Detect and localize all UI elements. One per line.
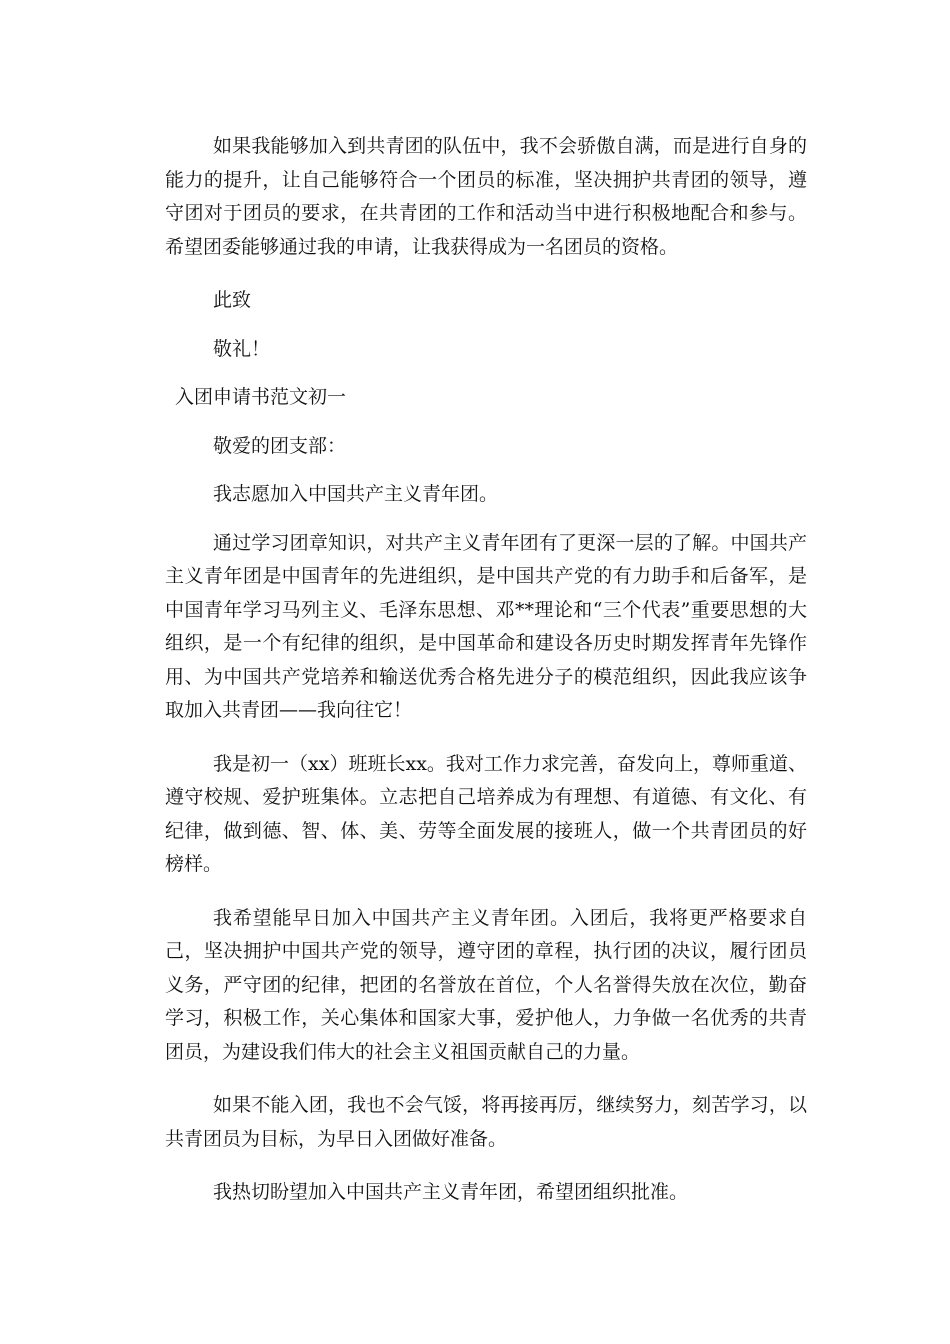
document-body: [165, 130, 807, 1230]
section-title: 入团申请书范文初一: [175, 386, 347, 408]
closing-salutation: 此致: [213, 289, 252, 311]
paragraph-perseverance: 如果不能入团，我也不会气馁，将再接再厉，继续努力，刻苦学习，以共青团员为目标，为早日入团做好准备。: [165, 1094, 807, 1150]
paragraph-intent: 我志愿加入中国共产主义青年团。: [213, 483, 499, 505]
closing-regards: 敬礼！: [213, 337, 271, 360]
paragraph-understanding: 通过学习团章知识，对共产主义青年团有了更深一层的了解。中国共产主义青年团是中国青年的先进组织，是中国共产党的有力助手和后备军，是中国青年学习马列主义、毛泽东思想、邓**理论和“三个代表”重要思想的大组织，是一个有纪律的组织，是中国革命和建设各历史时期发挥青年先锋作用、为中国共产党培养和输送优秀合格先进分子的模范组织，因此我应该争取加入共青团——我向往它！: [165, 531, 807, 721]
letter-greeting: 敬爱的团支部：: [213, 434, 347, 457]
paragraph-pledge: 我希望能早日加入中国共产主义青年团。入团后，我将更严格要求自己，坚决拥护中国共产党的领导，遵守团的章程，执行团的决议，履行团员义务，严守团的纪律，把团的名誉放在首位，个人名誉得失放在次位，勤奋学习，积极工作，关心集体和国家大事，爱护他人，力争做一名优秀的共青团员，为建设我们伟大的社会主义祖国贡献自己的力量。: [165, 906, 807, 1063]
paragraph-self-introduction: 我是初一（xx）班班长xx。我对工作力求完善，奋发向上，尊师重道、遵守校规、爱护班集体。立志把自己培养成为有理想、有道德、有文化、有纪律，做到德、智、体、美、劳等全面发展的接班人，做一个共青团员的好榜样。: [165, 752, 807, 875]
paragraph-commitment: 如果我能够加入到共青团的队伍中，我不会骄傲自满，而是进行自身的能力的提升，让自己能够符合一个团员的标准，坚决拥护共青团的领导，遵守团对于团员的要求，在共青团的工作和活动当中进行积极地配合和参与。希望团委能够通过我的申请，让我获得成为一名团员的资格。: [165, 135, 807, 258]
paragraph-hope: 我热切盼望加入中国共产主义青年团，希望团组织批准。: [213, 1181, 689, 1203]
